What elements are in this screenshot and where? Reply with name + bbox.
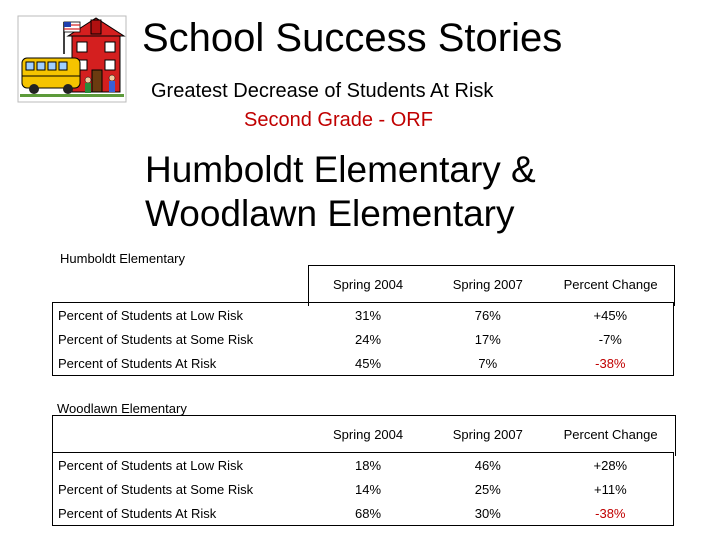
schools-heading: [145, 148, 536, 236]
humboldt-section-label: Humboldt Elementary: [60, 251, 185, 266]
page-title: School Success Stories: [142, 16, 563, 60]
table-row: [53, 327, 674, 351]
table-row: [53, 351, 674, 376]
row-label: Percent of Students At Risk: [53, 351, 309, 376]
cell-percent-change: +28%: [548, 453, 674, 478]
table-header-row: [53, 416, 674, 453]
cell-percent-change: -7%: [548, 327, 674, 351]
schoolhouse-bus-icon: [16, 14, 128, 104]
column-header: Percent Change: [563, 426, 658, 442]
cell-spring-2007: 7%: [428, 351, 548, 376]
cell-spring-2004: 14%: [355, 481, 382, 497]
cell-spring-2004: 68%: [308, 501, 428, 526]
row-label: Percent of Students at Low Risk: [53, 303, 309, 328]
table-header-row: [53, 266, 674, 303]
cell-percent-change: +11%: [548, 477, 674, 501]
woodlawn-section-label: Woodlawn Elementary: [57, 401, 187, 416]
cell-spring-2004: 45%: [308, 351, 428, 376]
column-header: Spring 2007: [452, 426, 523, 442]
cell-spring-2007: 46%: [428, 453, 548, 478]
row-label: Percent of Students At Risk: [53, 501, 309, 526]
row-label: Percent of Students at Some Risk: [53, 477, 309, 501]
humboldt-table: [52, 266, 674, 376]
row-label: Percent of Students at Some Risk: [53, 327, 309, 351]
column-header: Spring 2004: [333, 276, 404, 292]
schools-heading-line2: Woodlawn Elementary: [145, 193, 515, 234]
table-row: [53, 501, 674, 526]
cell-percent-change: -38%: [548, 501, 674, 526]
page-subtitle: Greatest Decrease of Students At Risk: [151, 80, 494, 102]
grade-line: Second Grade - ORF: [244, 109, 433, 131]
table-row: [53, 303, 674, 328]
table-row: [53, 477, 674, 501]
cell-spring-2007: 25%: [474, 481, 501, 497]
cell-spring-2004: 18%: [308, 453, 428, 478]
row-label: Percent of Students at Low Risk: [53, 453, 309, 478]
cell-spring-2004: 31%: [308, 303, 428, 328]
cell-spring-2007: 17%: [474, 331, 501, 347]
cell-spring-2004: 24%: [355, 331, 382, 347]
cell-percent-change: +45%: [548, 303, 674, 328]
schools-heading-line1: Humboldt Elementary &: [145, 149, 536, 190]
table-row: [53, 453, 674, 478]
cell-percent-change: -38%: [548, 351, 674, 376]
column-header: Percent Change: [563, 276, 658, 292]
column-header: Spring 2004: [333, 426, 404, 442]
cell-spring-2007: 76%: [428, 303, 548, 328]
column-header: Spring 2007: [452, 276, 523, 292]
woodlawn-table: [52, 416, 674, 526]
cell-spring-2007: 30%: [428, 501, 548, 526]
